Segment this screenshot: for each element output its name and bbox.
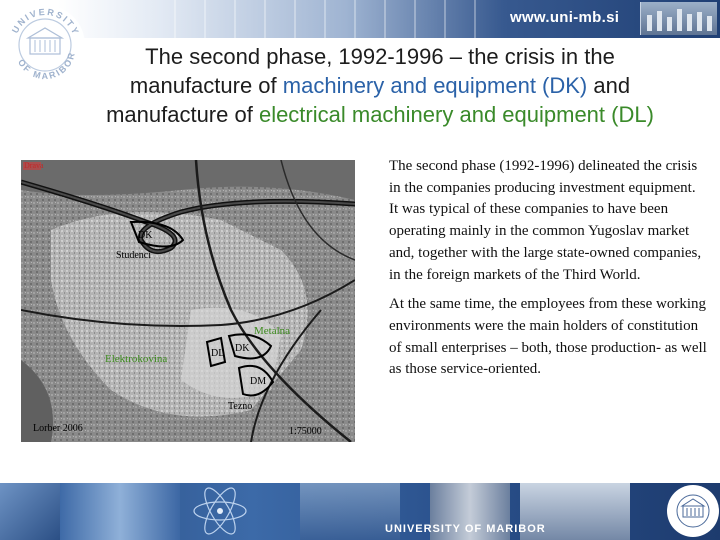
title-line-2 (50, 71, 710, 100)
map-label-dk-mid: DK (235, 343, 250, 354)
aerial-map (21, 160, 355, 442)
footer-university-name: UNIVERSITY OF MARIBOR (385, 523, 546, 535)
map-image (21, 160, 355, 442)
map-label-dl: DL (211, 348, 225, 359)
svg-text:OF MARIBOR: OF MARIBOR (15, 50, 78, 82)
atom-icon (185, 483, 255, 540)
title-dk-highlight: machinery and equipment (DK) (282, 73, 588, 98)
paragraph-2: At the same time, the employees from these working environments were the main holders of constitution of small enterprises – both, those production- as well as those service-oriented. (389, 296, 707, 378)
map-credit: Lorber 2006 (33, 423, 83, 434)
title-line-2-suffix: and (587, 73, 631, 98)
map-label-tezno: Tezno (228, 401, 253, 412)
title-line-3-prefix: manufacture of (106, 102, 259, 127)
footer-banner (0, 483, 720, 540)
map-label-studenci: Studenci (116, 250, 151, 261)
title-dl-highlight: electrical machinery and equipment (DL) (258, 102, 654, 127)
title-line-3 (50, 100, 710, 129)
map-label-metalna: Metalna (254, 325, 291, 337)
svg-text:UNIVERSITY: UNIVERSITY (9, 6, 82, 38)
body-text (389, 156, 707, 389)
university-seal-icon (666, 484, 720, 538)
site-url[interactable]: www.uni-mb.si (510, 9, 620, 26)
header-pattern (160, 0, 490, 38)
paragraph-1: The second phase (1992-1996) delineated the crisis in the companies producing investment equipment. It was typical of these companies to have been operating mainly in the common Yugoslav market and, together with the large state-owned companies, in the foreign markets of the Third World. (389, 158, 702, 283)
map-label-elektrokovina: Elektrokovina (105, 353, 168, 365)
header-building-photo (640, 2, 717, 35)
title-line-1: The second phase, 1992-1996 – the crisis in the (145, 44, 615, 69)
map-label-dm: DM (250, 376, 267, 387)
title-line-2-prefix: manufacture of (129, 73, 283, 98)
footer-photo-lab (0, 483, 60, 540)
map-label-corner: Drava (24, 161, 44, 170)
map-scale: 1:75000 (289, 426, 322, 437)
header-banner (0, 0, 720, 38)
footer-photo-hands (60, 483, 180, 540)
slide-title (50, 42, 710, 129)
map-label-dk-top: DK (138, 230, 153, 241)
